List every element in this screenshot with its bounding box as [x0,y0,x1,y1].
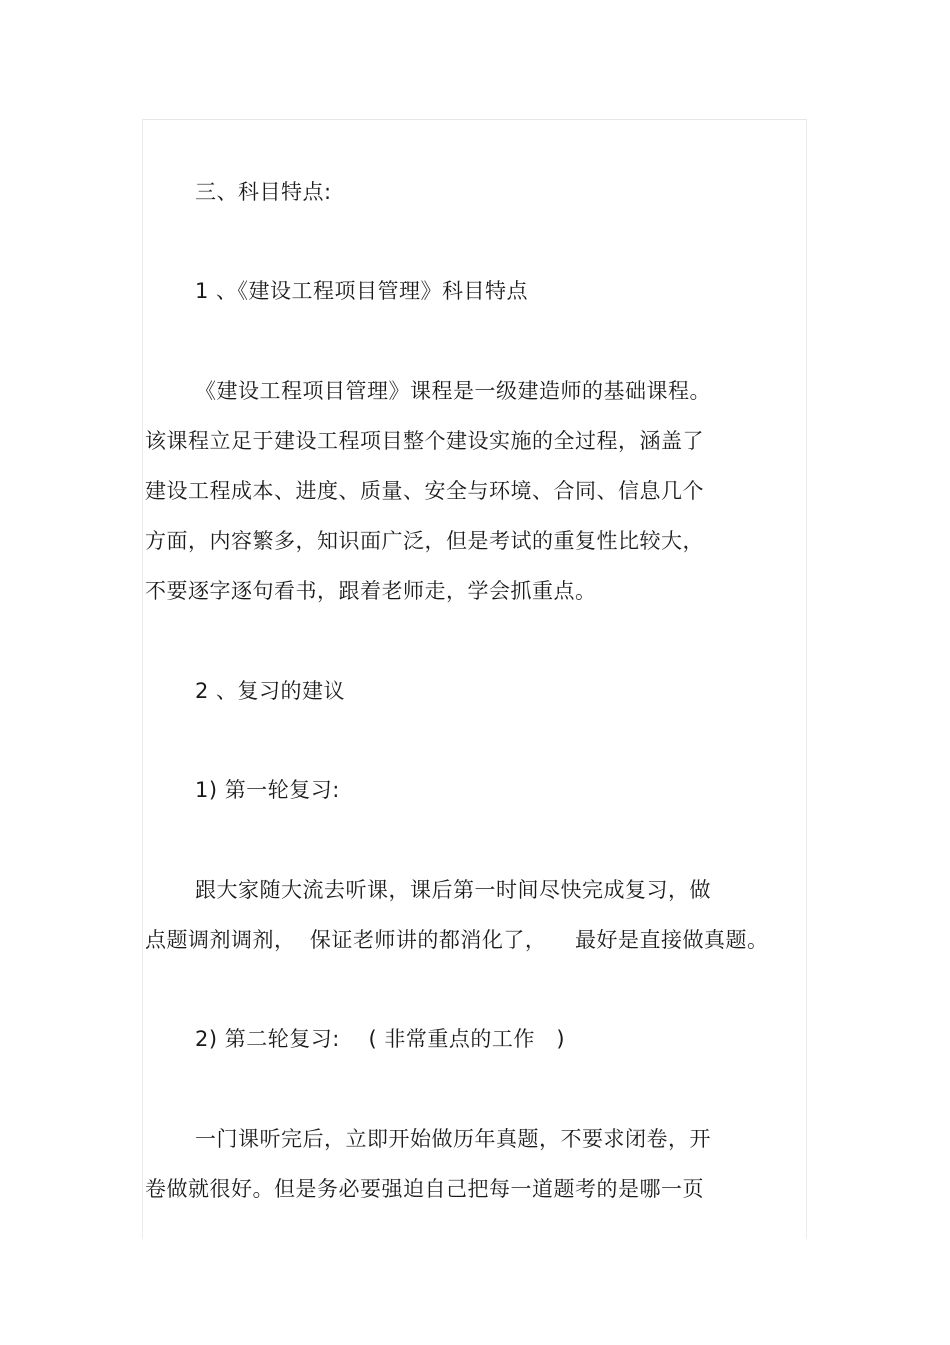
paragraph-1-line-1: 《建设工程项目管理》课程是一级建造师的基础课程。 [195,379,711,403]
subsection-heading-1: 1 、《建设工程项目管理》科目特点 [195,279,529,303]
paragraph-3-line-2: 卷做就很好。但是务必要强迫自己把每一道题考的是哪一页 [145,1177,704,1201]
round-2-heading: 2) 第二轮复习: ( 非常重点的工作 ) [195,1027,566,1051]
paragraph-1-line-2: 该课程立足于建设工程项目整个建设实施的全过程，涵盖了 [145,429,704,453]
round-1-heading: 1) 第一轮复习: [195,778,340,802]
subsection-heading-2: 2 、复习的建议 [195,679,346,703]
paragraph-1-line-5: 不要逐字逐句看书，跟着老师走，学会抓重点。 [145,579,597,603]
paragraph-2-line-2: 点题调剂调剂， 保证老师讲的都消化了， 最好是直接做真题。 [145,928,769,952]
paragraph-1-line-3: 建设工程成本、进度、质量、安全与环境、合同、信息几个 [145,479,704,503]
paragraph-1-line-4: 方面，内容繁多，知识面广泛，但是考试的重复性比较大， [145,529,704,553]
paragraph-3-line-1: 一门课听完后，立即开始做历年真题，不要求闭卷，开 [195,1127,711,1151]
section-heading: 三、科目特点: [195,180,332,204]
paragraph-2-line-1: 跟大家随大流去听课，课后第一时间尽快完成复习，做 [195,878,711,902]
